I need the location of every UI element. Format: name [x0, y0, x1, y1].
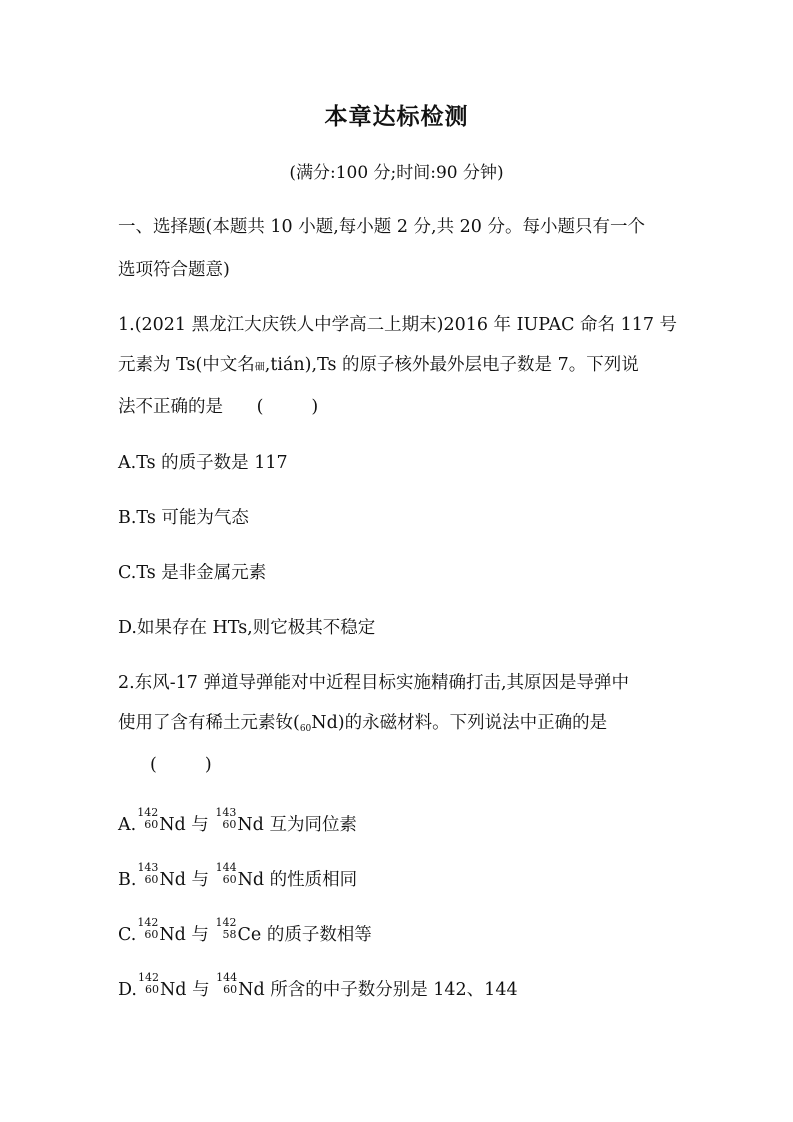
q2-option-c — [118, 916, 372, 947]
atomic-number: 60 — [223, 983, 238, 996]
q1-stem-line2-pre: 元素为 Ts(中文名 — [118, 355, 255, 375]
connector-text: 与 — [186, 980, 216, 1000]
exam-info: (满分:100 分;时间:90 分钟) — [289, 163, 504, 183]
atomic-number: 60 — [144, 928, 159, 941]
mass-number: 142 — [137, 806, 159, 819]
mass-number: 142 — [137, 971, 159, 984]
atomic-number: 60 — [144, 983, 159, 996]
connector-text: 与 — [185, 925, 215, 945]
element-symbol: Ce — [237, 925, 262, 945]
mass-number: 144 — [215, 861, 237, 874]
mass-number: 144 — [216, 971, 238, 984]
element-symbol: Nd — [159, 815, 186, 835]
nuclide-notation — [215, 861, 237, 885]
nuclide-notation — [214, 806, 236, 830]
q1-answer-bracket-close: ) — [311, 397, 319, 417]
q1-stem-line2 — [118, 353, 639, 380]
option-tail: 互为同位素 — [263, 815, 357, 835]
q1-stem-line2-post: ,tián),Ts 的原子核外最外层电子数是 7。下列说 — [264, 355, 639, 375]
option-tail: 的性质相同 — [264, 870, 358, 890]
q1-answer-bracket-open: ( — [256, 397, 264, 417]
option-label: B. — [118, 870, 137, 890]
element-symbol: Nd — [159, 870, 186, 890]
option-tail: 的质子数相等 — [261, 925, 372, 945]
q1-stem-line3 — [118, 395, 318, 419]
atomic-number: 60 — [144, 873, 159, 886]
option-label: C. — [118, 925, 137, 945]
q1-option-b: B.Ts 可能为气态 — [118, 508, 249, 528]
q2-option-a — [118, 806, 357, 837]
q2-stem-line2-pre: 使用了含有稀土元素钕( — [118, 713, 300, 733]
q2-option-b — [118, 861, 357, 892]
element-symbol: Nd — [159, 925, 186, 945]
section-heading-line1: 一、选择题(本题共 10 小题,每小题 2 分,共 20 分。每小题只有一个 — [118, 217, 645, 237]
q1-stem-line3-text: 法不正确的是 — [118, 397, 223, 417]
atomic-number: 60 — [222, 873, 237, 886]
element-symbol: Nd — [238, 980, 265, 1000]
q1-element-char: 鿬 — [254, 362, 265, 373]
q1-option-d: D.如果存在 HTs,则它极其不稳定 — [118, 618, 376, 638]
q1-option-a: A.Ts 的质子数是 117 — [118, 453, 288, 473]
q2-answer-bracket-open: ( — [150, 755, 157, 775]
mass-number: 143 — [215, 806, 237, 819]
mass-number: 142 — [137, 916, 159, 929]
q1-option-c: C.Ts 是非金属元素 — [118, 563, 267, 583]
q2-stem-line1: 2.东风-17 弹道导弹能对中近程目标实施精确打击,其原因是导弹中 — [118, 673, 630, 693]
q2-stem-line2-post: Nd)的永磁材料。下列说法中正确的是 — [311, 713, 608, 733]
q2-answer-bracket-close: ) — [204, 755, 212, 775]
q2-stem-line2 — [118, 711, 607, 741]
nuclide-notation — [137, 971, 159, 995]
option-tail: 所含的中子数分别是 142、144 — [264, 980, 518, 1000]
element-symbol: Nd — [237, 815, 264, 835]
nuclide-notation — [215, 971, 237, 995]
nuclide-notation — [136, 806, 158, 830]
q2-option-d — [118, 971, 518, 1002]
nuclide-notation — [136, 916, 158, 940]
option-label: D. — [118, 980, 137, 1000]
nuclide-notation — [215, 916, 237, 940]
mass-number: 142 — [215, 916, 237, 929]
connector-text: 与 — [185, 815, 215, 835]
q2-atomic-number: 60 — [299, 724, 312, 734]
mass-number: 143 — [137, 861, 159, 874]
option-label: A. — [118, 815, 137, 835]
section-heading-line2: 选项符合题意) — [118, 260, 230, 280]
nuclide-notation — [136, 861, 158, 885]
page-title: 本章达标检测 — [324, 103, 469, 130]
connector-text: 与 — [185, 870, 215, 890]
q2-answer-bracket — [150, 753, 212, 777]
q1-stem-line1: 1.(2021 黑龙江大庆铁人中学高二上期末)2016 年 IUPAC 命名 117 号 — [118, 315, 678, 335]
element-symbol: Nd — [159, 980, 187, 1000]
atomic-number: 60 — [222, 818, 237, 831]
element-symbol: Nd — [237, 870, 265, 890]
atomic-number: 60 — [144, 818, 159, 831]
atomic-number: 58 — [222, 928, 237, 941]
